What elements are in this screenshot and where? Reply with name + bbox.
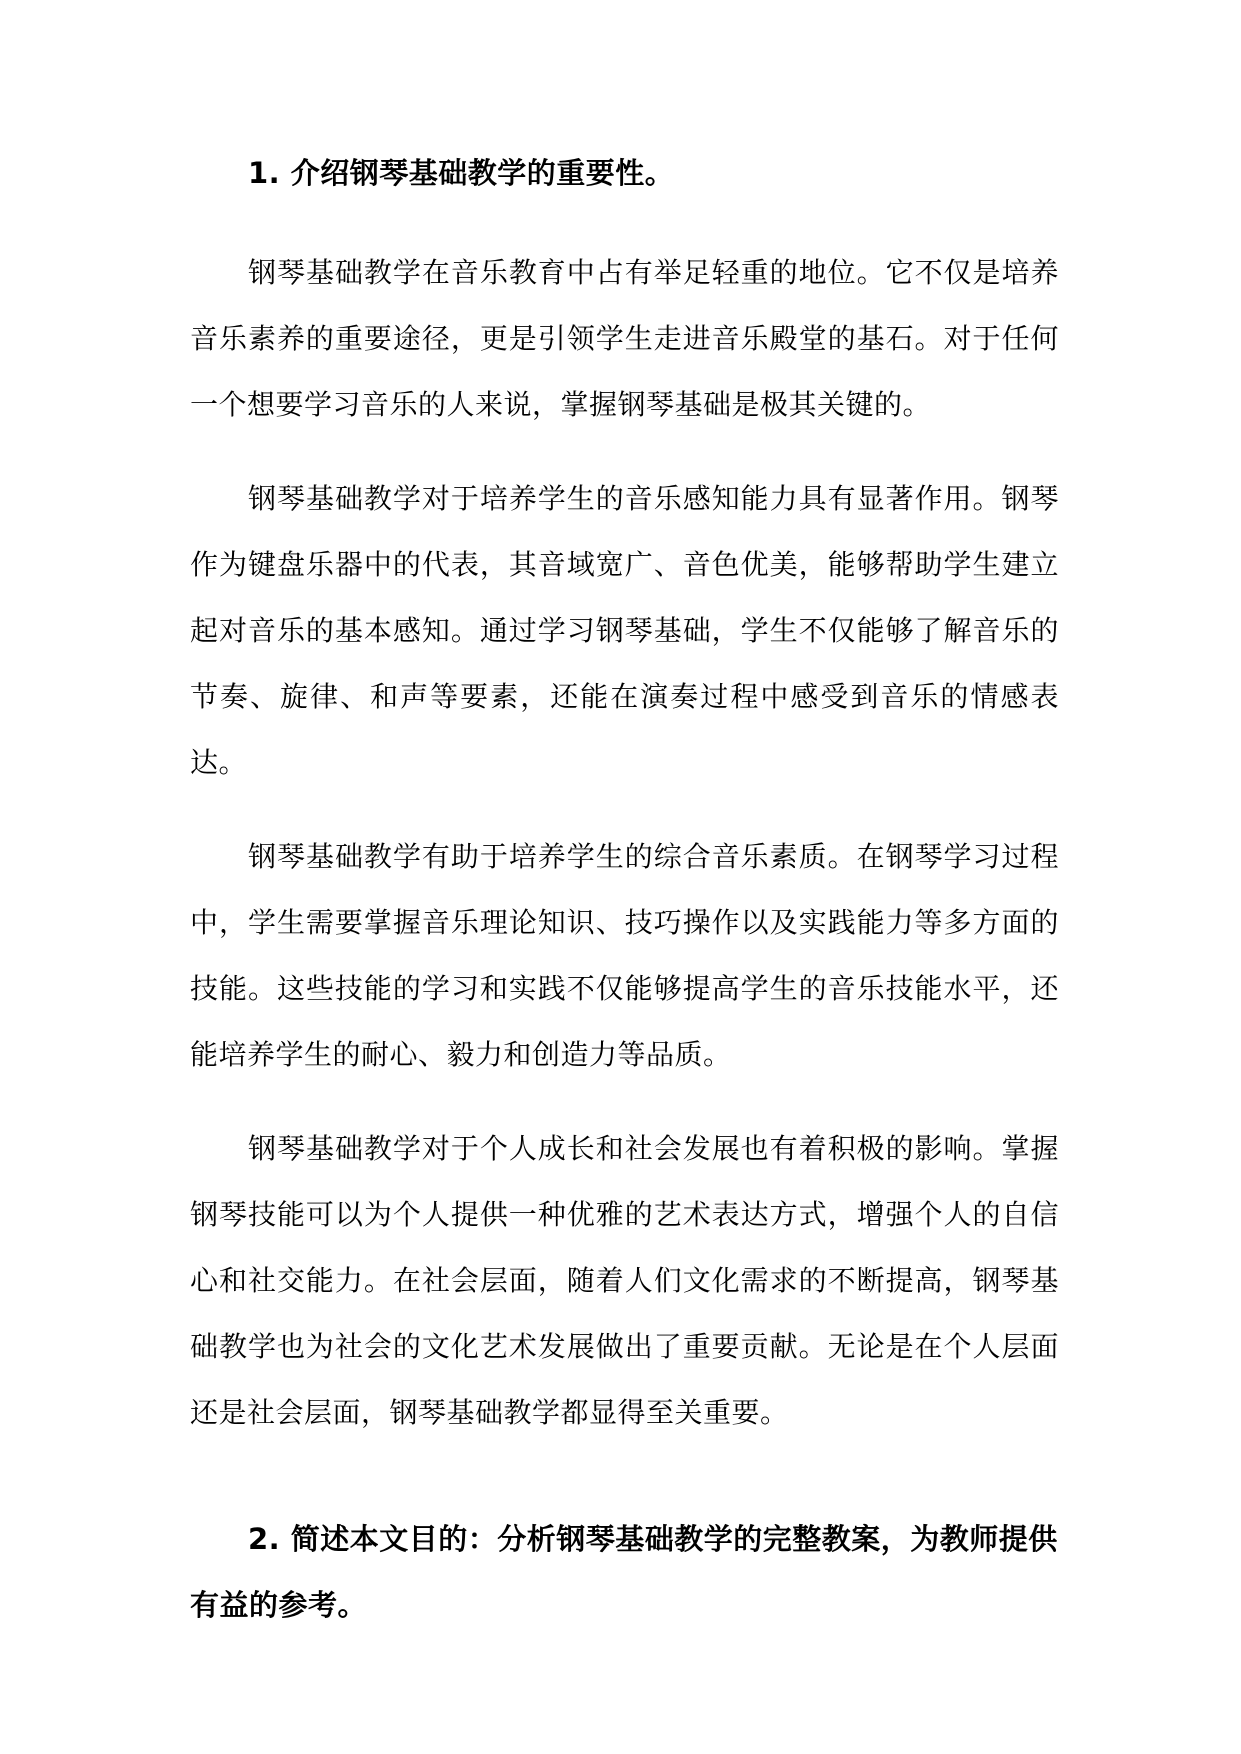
document-body xyxy=(190,140,1059,1638)
section-1-heading: 1. 介绍钢琴基础教学的重要性。 xyxy=(248,156,675,190)
section-1-paragraph-1: 钢琴基础教学在音乐教育中占有举足轻重的地位。它不仅是培养音乐素养的重要途径，更是引领学生走进音乐殿堂的基石。对于任何一个想要学习音乐的人来说，掌握钢琴基础是极其关键的。 xyxy=(190,256,1059,421)
section-1-paragraph-3: 钢琴基础教学有助于培养学生的综合音乐素质。在钢琴学习过程中，学生需要掌握音乐理论知识、技巧操作以及实践能力等多方面的技能。这些技能的学习和实践不仅能够提高学生的音乐技能水平，还能培养学生的耐心、毅力和创造力等品质。 xyxy=(190,840,1059,1071)
section-1-paragraph-4: 钢琴基础教学对于个人成长和社会发展也有着积极的影响。掌握钢琴技能可以为个人提供一种优雅的艺术表达方式，增强个人的自信心和社交能力。在社会层面，随着人们文化需求的不断提高，钢琴基础教学也为社会的文化艺术发展做出了重要贡献。无论是在个人层面还是社会层面，钢琴基础教学都显得至关重要。 xyxy=(190,1132,1059,1429)
section-2-heading: 2. 简述本文目的：分析钢琴基础教学的完整教案，为教师提供有益的参考。 xyxy=(190,1522,1058,1622)
section-1-paragraph-2: 钢琴基础教学对于培养学生的音乐感知能力具有显著作用。钢琴作为键盘乐器中的代表，其音域宽广、音色优美，能够帮助学生建立起对音乐的基本感知。通过学习钢琴基础，学生不仅能够了解音乐的节奏、旋律、和声等要素，还能在演奏过程中感受到音乐的情感表达。 xyxy=(190,482,1059,779)
